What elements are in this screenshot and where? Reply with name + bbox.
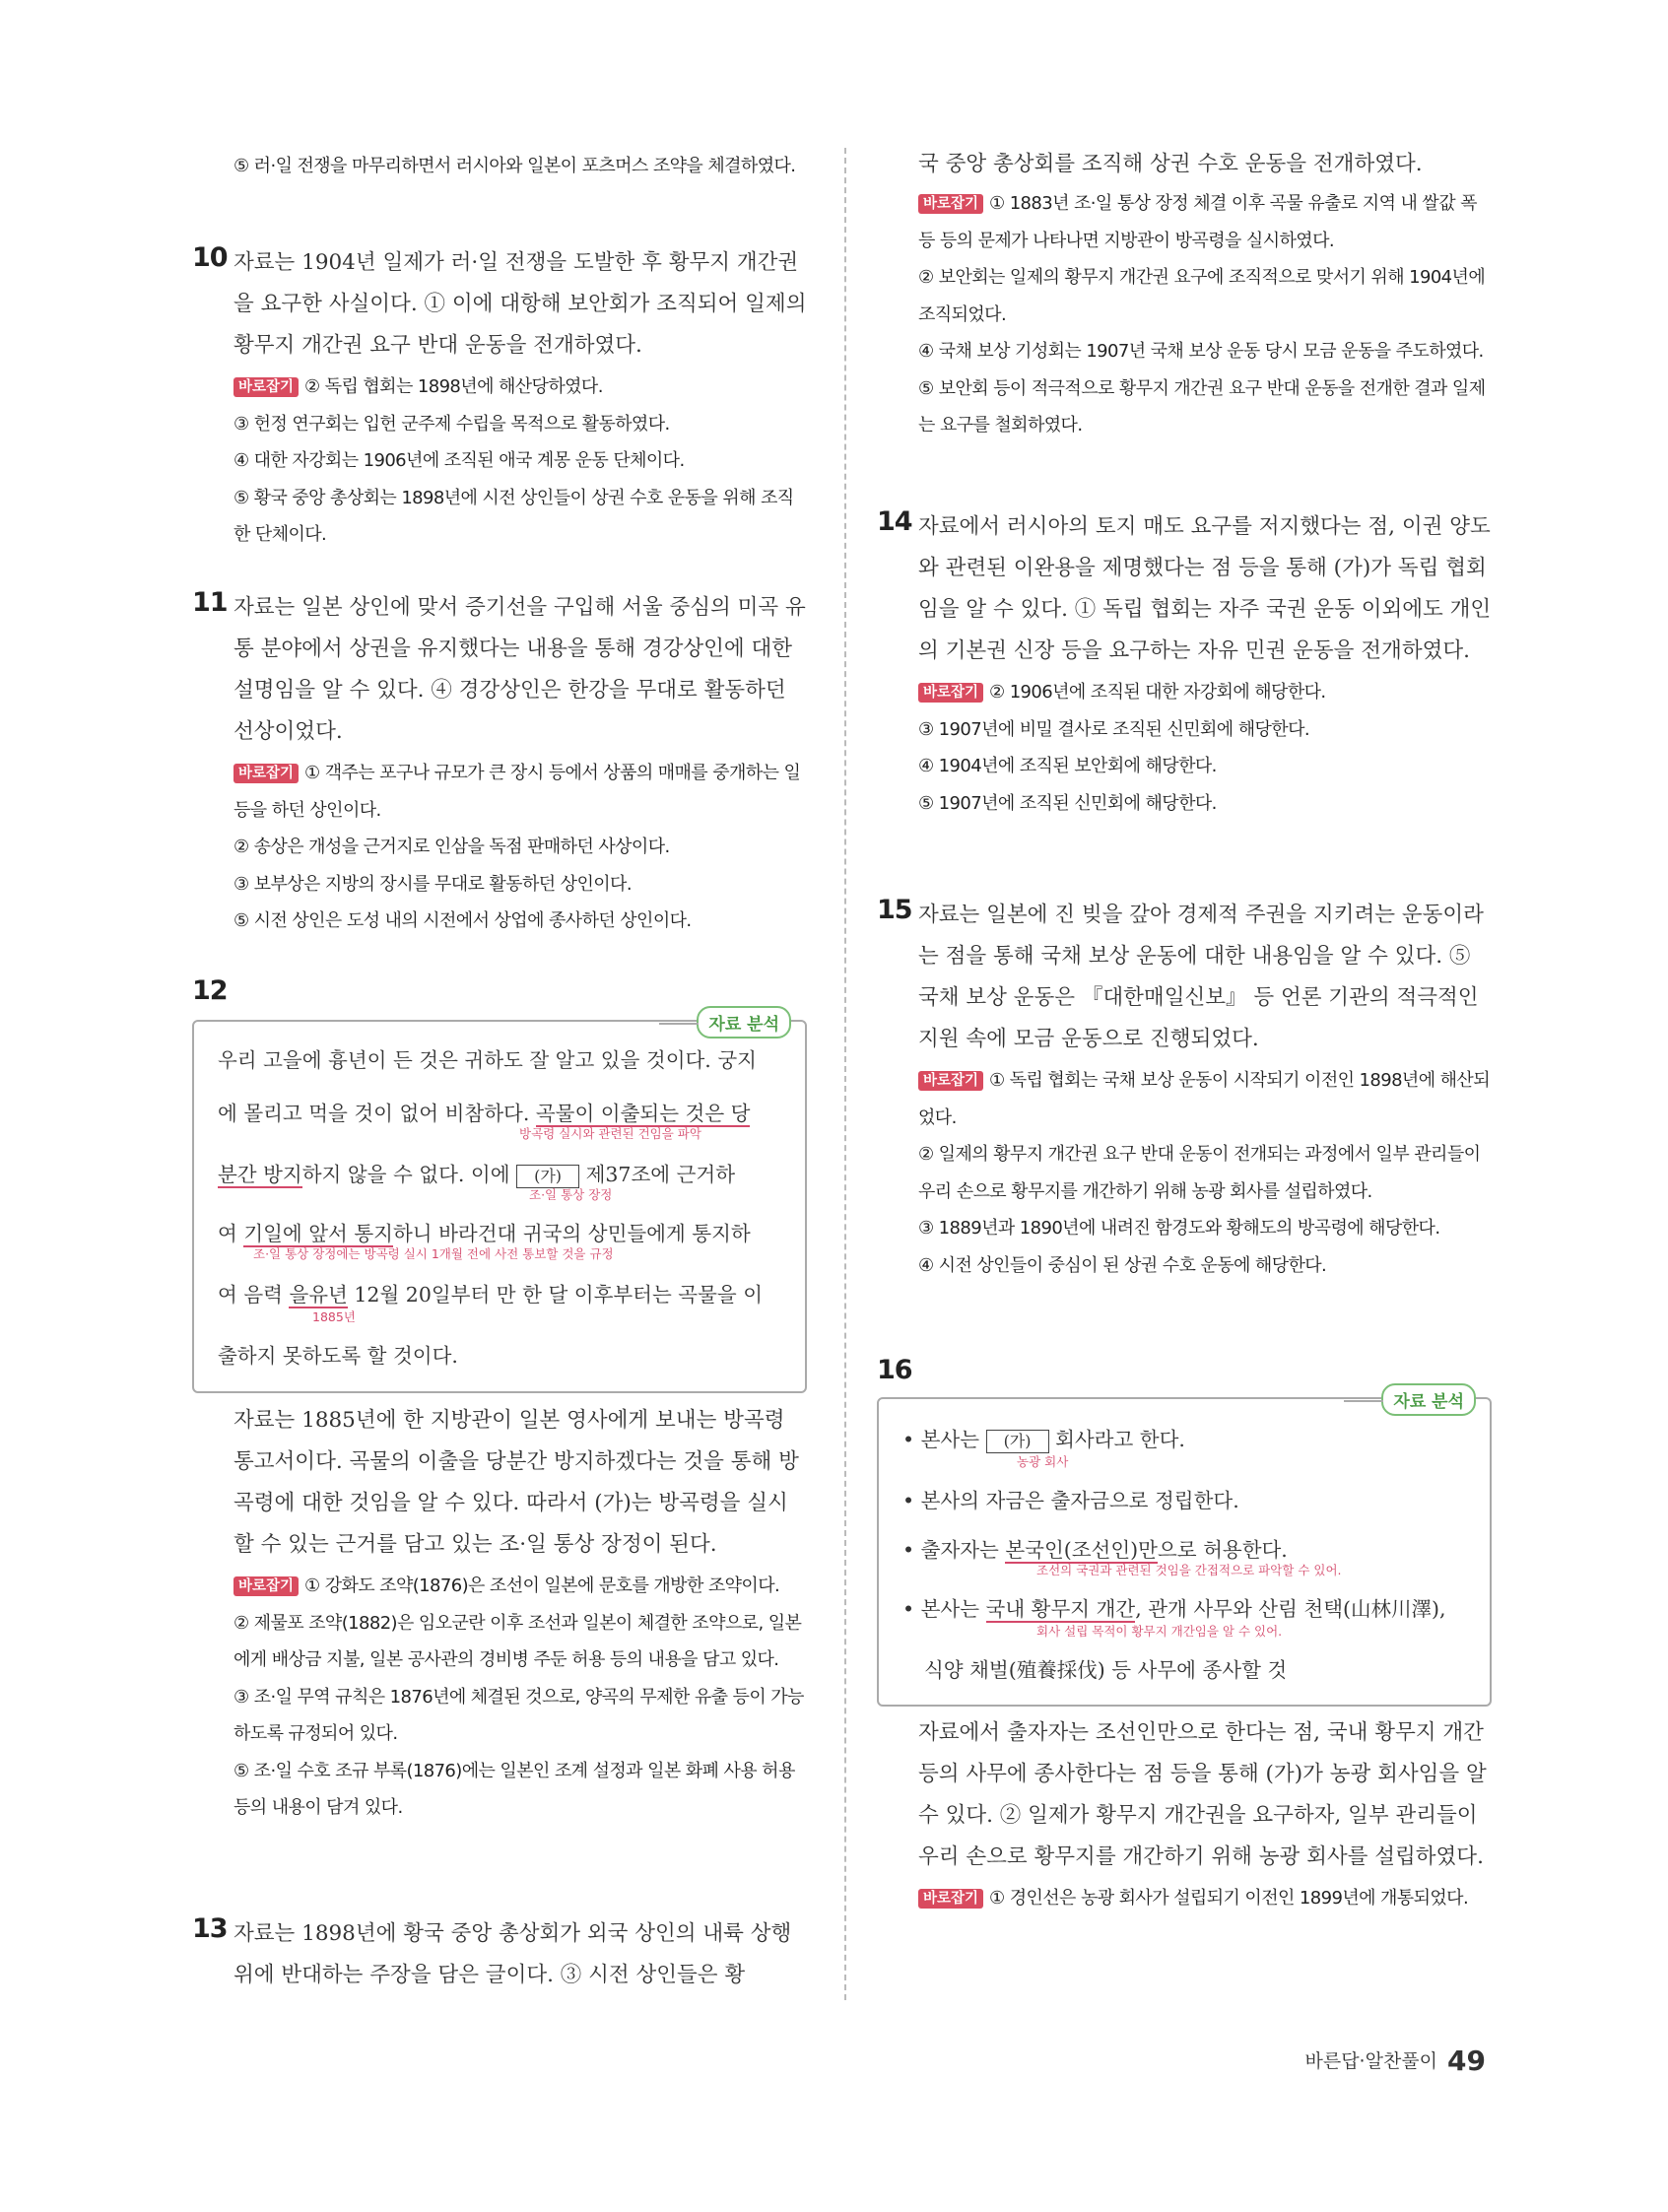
answer-12	[192, 1400, 808, 1827]
explanation-text: 자료에서 러시아의 토지 매도 요구를 저지했다는 점, 이권 양도와 관련된 이완용을 제명했다는 점 등을 통해 (가)가 독립 협회임을 알 수 있다. ① 독립 협회는 자주 국권 운동 이외에도 개인의 기본권 신장 등을 요구하는 자유 민권 운동을 전개하였다.	[918, 514, 1492, 663]
source-line: • 본사의 자금은 출자금으로 정립한다.	[902, 1489, 1239, 1512]
correction-item: ⑤ 시전 상인은 도성 내의 시전에서 상업에 종사하던 상인이다.	[234, 910, 692, 931]
annotation-note: 농광 회사	[1017, 1454, 1069, 1469]
page-footer	[1305, 2044, 1487, 2077]
correction-item: ⑤ 1907년에 조직된 신민회에 해당한다.	[918, 792, 1217, 814]
correction-item: 바로잡기 ② 독립 협회는 1898년에 해산당하였다.	[192, 369, 808, 406]
correction-item: ② 송상은 개성을 근거지로 인삼을 독점 판매하던 사상이다.	[234, 837, 670, 857]
source-analysis-tag: 자료 분석	[697, 1006, 791, 1039]
source-line: 식양 채벌(殖養採伐) 등 사무에 종사할 것	[924, 1658, 1288, 1682]
question-number: 11	[192, 587, 228, 618]
annotation-note: 조·일 통상 장정	[529, 1187, 613, 1202]
annotation-note: 1885년	[312, 1309, 356, 1324]
correction-item: ⑤ 보안회 등이 적극적으로 황무지 개간권 요구 반대 운동을 전개한 결과 일제는 요구를 철회하였다.	[918, 377, 1486, 436]
correction-item: ③ 1907년에 비밀 결사로 조직된 신민회에 해당한다.	[918, 718, 1309, 740]
answer-11	[192, 587, 808, 940]
source-analysis-tag: 자료 분석	[1381, 1383, 1476, 1416]
source-analysis-box	[192, 1015, 807, 1393]
explanation-text: 자료는 1904년 일제가 러·일 전쟁을 도발한 후 황무지 개간권을 요구한 사실이다. ① 이에 대항해 보안회가 조직되어 일제의 황무지 개간권 요구 반대 운동을 전개하였다.	[234, 250, 807, 358]
correction-item: 바로잡기 ① 독립 협회는 국채 보상 운동이 시작되기 이전인 1898년에 해산되었다.	[918, 1070, 1490, 1128]
question-number: 15	[877, 895, 912, 925]
explanation-text: 국 중앙 총상회를 조직해 상권 수호 운동을 전개하였다.	[918, 152, 1423, 176]
explanation-text: 자료에서 출자자는 조선인만으로 한다는 점, 국내 황무지 개간 등의 사무에 종사한다는 점 등을 통해 (가)가 농광 회사임을 알 수 있다. ② 일제가 황무지 개간권을 요구하자, 일부 관리들이 우리 손으로 황무지를 개간하기 위해 농광 회사를 설립하였다.	[918, 1720, 1487, 1869]
footer-label: 바른답·알찬풀이	[1304, 2050, 1438, 2072]
annotation-note: 회사 설립 목적이 황무지 개간임을 알 수 있어.	[1036, 1624, 1283, 1639]
question-number: 14	[877, 506, 912, 537]
answer-13	[192, 1913, 808, 1996]
source-line: 여 기일에 앞서 통지하니 바라건대 귀국의 상민들에게 통지하	[218, 1222, 751, 1245]
source-line: 분간 방지하지 않을 수 없다. 이에 (가) 제37조에 근거하	[218, 1163, 735, 1186]
correction-item: 바로잡기 ① 경인선은 농광 회사가 설립되기 이전인 1899년에 개통되었다.	[877, 1880, 1493, 1917]
correction-badge: 바로잡기	[234, 764, 299, 783]
correction-badge: 바로잡기	[918, 683, 983, 703]
correction-badge: 바로잡기	[234, 1576, 299, 1596]
correction-item: ④ 대한 자강회는 1906년에 조직된 애국 계몽 운동 단체이다.	[234, 450, 685, 471]
answer-13-continued	[877, 144, 1493, 444]
correction-item: ③ 조·일 무역 규칙은 1876년에 체결된 것으로, 양곡의 무제한 유출 등이 가능하도록 규정되어 있다.	[234, 1686, 804, 1744]
explanation-text: 자료는 1898년에 황국 중앙 총상회가 외국 상인의 내륙 상행위에 반대하는 주장을 담은 글이다. ③ 시전 상인들은 황	[234, 1921, 792, 1987]
source-line: 에 몰리고 먹을 것이 없어 비참하다. 곡물이 이출되는 것은 당	[218, 1102, 751, 1125]
source-analysis-box	[877, 1392, 1492, 1707]
answer-10	[192, 242, 808, 554]
answer-15	[877, 895, 1493, 1284]
correction-item: ② 일제의 황무지 개간권 요구 반대 운동이 전개되는 과정에서 일부 관리들이 우리 손으로 황무지를 개간하기 위해 농광 회사를 설립하였다.	[918, 1144, 1481, 1202]
annotation-note: 조선의 국권과 관련된 것임을 간접적으로 파악할 수 있어.	[1036, 1563, 1342, 1577]
correction-item: ⑤ 황국 중앙 총상회는 1898년에 시전 상인들이 상권 수호 운동을 위해 조직한 단체이다.	[234, 487, 794, 545]
source-line: • 본사는 (가) 회사라고 한다.	[902, 1428, 1185, 1451]
correction-item: ② 제물포 조약(1882)은 임오군란 이후 조선과 일본이 체결한 조약으로, 일본에게 배상금 지불, 일본 공사관의 경비병 주둔 허용 등의 내용을 담고 있다.	[234, 1612, 802, 1670]
correction-item: 바로잡기 ① 객주는 포구나 규모가 큰 장시 등에서 상품의 매매를 중개하는 일 등을 하던 상인이다.	[234, 763, 801, 821]
source-line: 우리 고을에 흉년이 든 것은 귀하도 잘 알고 있을 것이다. 궁지	[218, 1048, 757, 1072]
explanation-text: 자료는 일본 상인에 맞서 증기선을 구입해 서울 중심의 미곡 유통 분야에서 상권을 유지했다는 내용을 통해 경강상인에 대한 설명임을 알 수 있다. ④ 경강상인은 한강을 무대로 활동하던 선상이었다.	[234, 595, 806, 744]
correction-item: ④ 국채 보상 기성회는 1907년 국채 보상 운동 당시 모금 운동을 주도하였다.	[918, 341, 1484, 362]
explanation-text: 자료는 일본에 진 빚을 갚아 경제적 주권을 지키려는 운동이라는 점을 통해 국채 보상 운동에 대한 내용임을 알 수 있다. ⑤ 국채 보상 운동은 『대한매일신보』 등 언론 기관의 적극적인 지원 속에 모금 운동으로 진행되었다.	[918, 903, 1484, 1051]
question-number: 10	[192, 242, 228, 273]
correction-item: ② 보안회는 일제의 황무지 개간권 요구에 조직적으로 맞서기 위해 1904년에 조직되었다.	[918, 267, 1486, 325]
question-number: 13	[192, 1913, 228, 1944]
source-line: • 본사는 국내 황무지 개간, 관개 사무와 산림 천택(山林川澤),	[902, 1597, 1446, 1621]
annotation-note: 조·일 통상 장정에는 방곡령 실시 1개월 전에 사전 통보할 것을 규정	[253, 1246, 614, 1261]
source-line: • 출자자는 본국인(조선인)만으로 허용한다.	[902, 1538, 1288, 1562]
correction-badge: 바로잡기	[234, 377, 299, 397]
blank-box: (가)	[986, 1430, 1049, 1453]
answer-14	[877, 506, 1493, 822]
correction-item: ④ 시전 상인들이 중심이 된 상권 수호 운동에 해당한다.	[918, 1254, 1327, 1276]
annotation-note: 방곡령 실시와 관련된 건임을 파악	[519, 1126, 701, 1141]
correction-item: ⑤ 조·일 수호 조규 부록(1876)에는 일본인 조계 설정과 일본 화폐 사용 허용 등의 내용이 담겨 있다.	[234, 1760, 795, 1818]
question-number: 12	[192, 975, 228, 1006]
explanation-text: 자료는 1885년에 한 지방관이 일본 영사에게 보내는 방곡령 통고서이다. 곡물의 이출을 당분간 방지하겠다는 것을 통해 방곡령에 대한 것임을 알 수 있다. 따라서 (가)는 방곡령을 실시할 수 있는 근거를 담고 있는 조·일 통상 장정이 된다.	[234, 1408, 799, 1557]
correction-item: ③ 보부상은 지방의 장시를 무대로 활동하던 상인이다.	[234, 873, 632, 895]
correction-item: ③ 1889년과 1890년에 내려진 함경도와 황해도의 방곡령에 해당한다.	[918, 1218, 1440, 1239]
correction-badge: 바로잡기	[918, 1071, 983, 1091]
correction-item: 바로잡기 ① 1883년 조·일 통상 장정 체결 이후 곡물 유출로 지역 내 쌀값 폭등 등의 문제가 나타나면 지방관이 방곡령을 실시하였다.	[918, 193, 1477, 251]
correction-item: ③ 헌정 연구회는 입헌 군주제 수립을 목적으로 활동하였다.	[234, 413, 670, 435]
blank-box: (가)	[516, 1165, 579, 1188]
answer-16	[877, 1712, 1493, 1917]
correction-badge: 바로잡기	[918, 194, 983, 214]
correction-badge: 바로잡기	[918, 1889, 983, 1909]
source-line: 출하지 못하도록 할 것이다.	[218, 1344, 458, 1368]
correction-item: ④ 1904년에 조직된 보안회에 해당한다.	[918, 756, 1217, 776]
source-line: 여 음력 을유년 12월 20일부터 만 한 달 이후부터는 곡물을 이	[218, 1283, 764, 1307]
column-divider	[844, 148, 846, 2000]
correction-item: 바로잡기 ② 1906년에 조직된 대한 자강회에 해당한다.	[877, 674, 1493, 711]
question-number: 16	[877, 1355, 912, 1385]
correction-item: ⑤ 러·일 전쟁을 마무리하면서 러시아와 일본이 포츠머스 조약을 체결하였다.	[234, 156, 796, 176]
correction-item: 바로잡기 ① 강화도 조약(1876)은 조선이 일본에 문호를 개방한 조약이다.	[192, 1568, 808, 1605]
top-correction	[192, 148, 808, 185]
page-number: 49	[1447, 2044, 1486, 2077]
